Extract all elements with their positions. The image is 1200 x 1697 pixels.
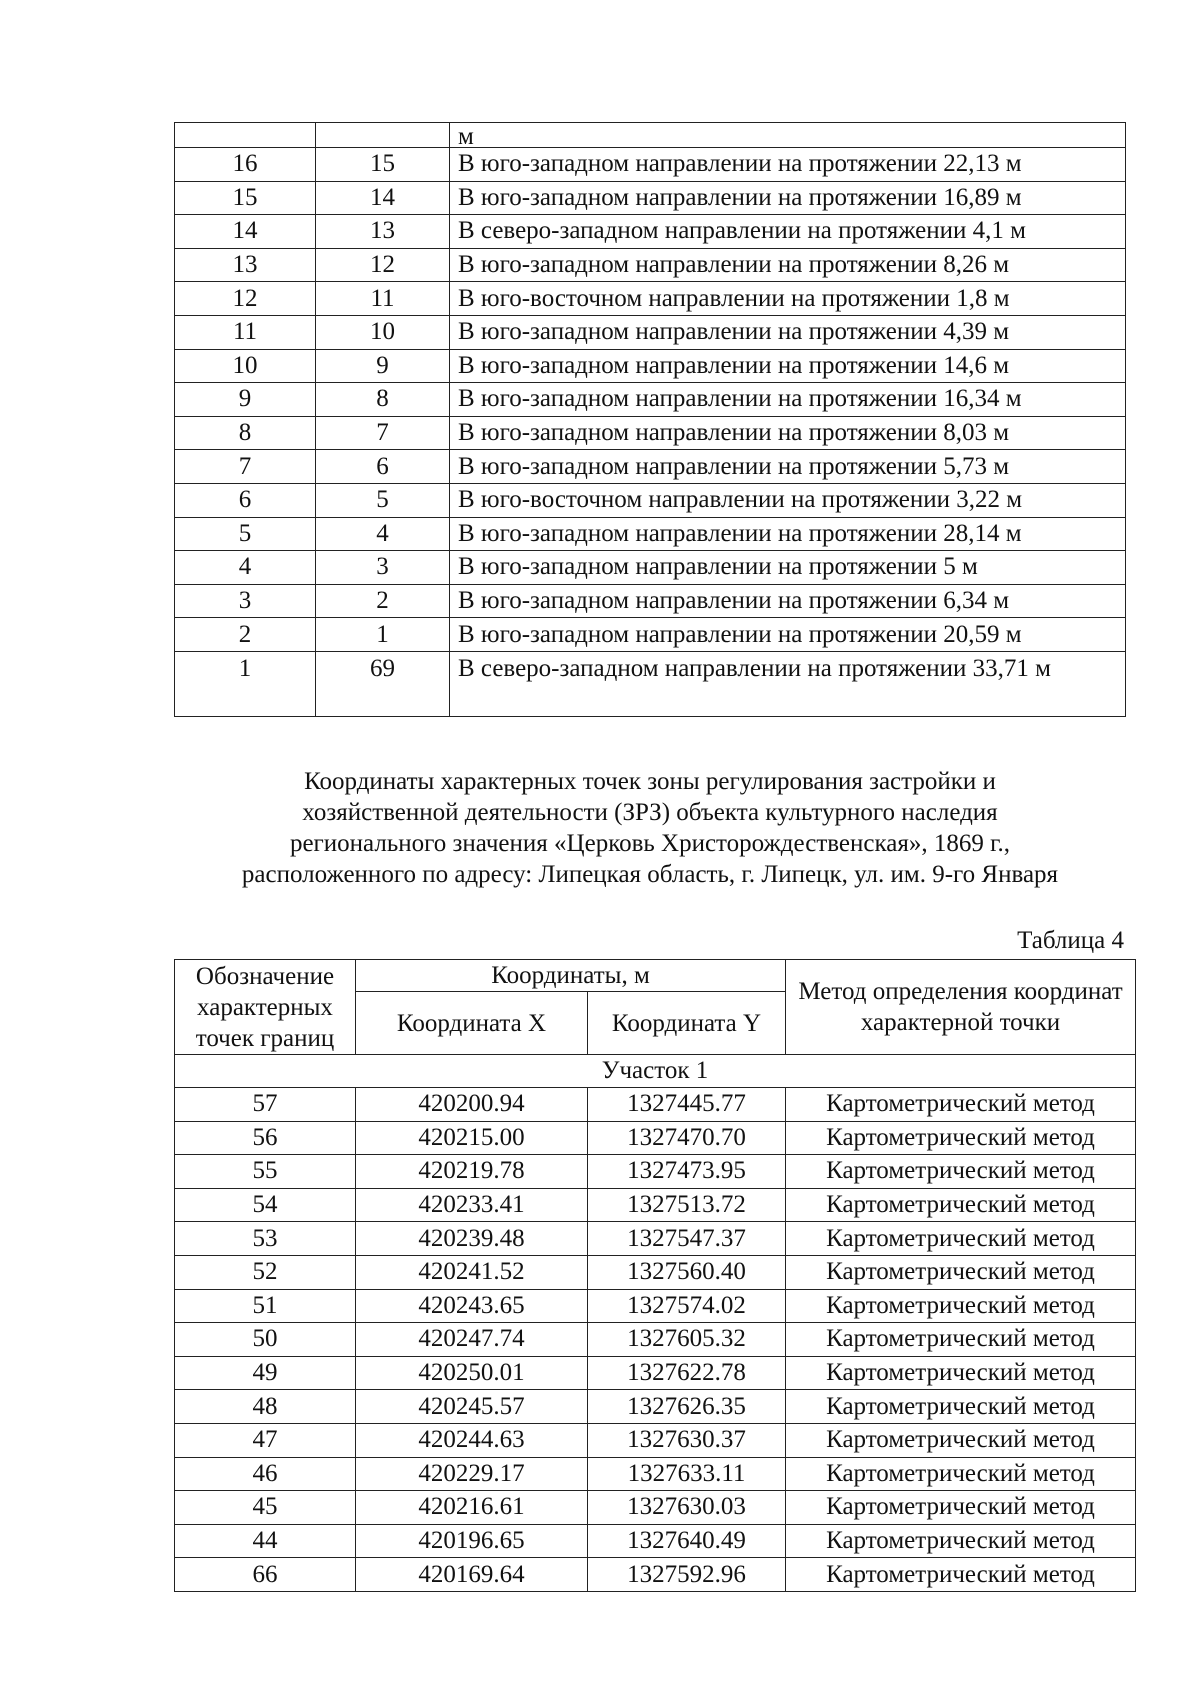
method-cell: Картометрический метод xyxy=(786,1155,1136,1189)
description-cell: В юго-западном направлении на протяжении 14,6 м xyxy=(450,349,1126,383)
table-row xyxy=(175,1457,1136,1491)
point-cell: 49 xyxy=(175,1356,356,1390)
from-point-cell: 10 xyxy=(175,349,316,383)
section-heading xyxy=(174,766,1126,890)
description-cell: В юго-западном направлении на протяжении 16,34 м xyxy=(450,383,1126,417)
table-caption: Таблица 4 xyxy=(1017,927,1124,954)
table-row xyxy=(175,483,1126,517)
to-point-cell: 6 xyxy=(316,450,450,484)
y-cell: 1327560.40 xyxy=(588,1255,786,1289)
to-point-cell: 2 xyxy=(316,584,450,618)
table-row xyxy=(175,1491,1136,1525)
header-row xyxy=(175,960,1136,992)
table-row xyxy=(175,1356,1136,1390)
to-point-cell: 9 xyxy=(316,349,450,383)
point-cell: 66 xyxy=(175,1558,356,1592)
heading-line: хозяйственной деятельности (ЗРЗ) объекта культурного наследия xyxy=(302,799,998,826)
table-row xyxy=(175,1423,1136,1457)
y-cell: 1327513.72 xyxy=(588,1188,786,1222)
to-point-cell: 69 xyxy=(316,651,450,716)
coordinates-table xyxy=(174,959,1136,1592)
y-cell: 1327630.03 xyxy=(588,1491,786,1525)
from-point-cell: 8 xyxy=(175,416,316,450)
table-row xyxy=(175,148,1126,182)
x-cell: 420244.63 xyxy=(356,1423,588,1457)
to-point-cell: 10 xyxy=(316,315,450,349)
description-cell: В юго-западном направлении на протяжении 22,13 м xyxy=(450,148,1126,182)
method-cell: Картометрический метод xyxy=(786,1323,1136,1357)
coords-header: Координаты, м xyxy=(356,960,786,992)
table-row xyxy=(175,1088,1136,1122)
x-cell: 420233.41 xyxy=(356,1188,588,1222)
y-cell: 1327547.37 xyxy=(588,1222,786,1256)
table-row xyxy=(175,1390,1136,1424)
description-cell: В юго-западном направлении на протяжении 16,89 м xyxy=(450,181,1126,215)
from-point-cell: 13 xyxy=(175,248,316,282)
point-cell: 52 xyxy=(175,1255,356,1289)
from-point-cell: 3 xyxy=(175,584,316,618)
x-cell: 420241.52 xyxy=(356,1255,588,1289)
to-point-cell: 7 xyxy=(316,416,450,450)
x-cell: 420243.65 xyxy=(356,1289,588,1323)
from-point-cell: 6 xyxy=(175,483,316,517)
table-row xyxy=(175,618,1126,652)
table-row xyxy=(175,383,1126,417)
method-cell: Картометрический метод xyxy=(786,1255,1136,1289)
table-row xyxy=(175,450,1126,484)
table-row xyxy=(175,181,1126,215)
point-cell: 57 xyxy=(175,1088,356,1122)
description-cell: В юго-западном направлении на протяжении 8,03 м xyxy=(450,416,1126,450)
point-cell: 51 xyxy=(175,1289,356,1323)
point-cell: 50 xyxy=(175,1323,356,1357)
description-cell: В юго-западном направлении на протяжении 20,59 м xyxy=(450,618,1126,652)
table-row xyxy=(175,416,1126,450)
from-point-cell: 4 xyxy=(175,551,316,585)
description-cell: В юго-западном направлении на протяжении 5,73 м xyxy=(450,450,1126,484)
y-cell: 1327605.32 xyxy=(588,1323,786,1357)
to-point-cell: 12 xyxy=(316,248,450,282)
x-cell: 420245.57 xyxy=(356,1390,588,1424)
point-cell: 54 xyxy=(175,1188,356,1222)
table-row xyxy=(175,248,1126,282)
method-cell: Картометрический метод xyxy=(786,1356,1136,1390)
x-cell: 420216.61 xyxy=(356,1491,588,1525)
from-point-cell: 5 xyxy=(175,517,316,551)
x-cell: 420200.94 xyxy=(356,1088,588,1122)
table-row xyxy=(175,1188,1136,1222)
coord-y-header: Координата Y xyxy=(588,992,786,1055)
table-row xyxy=(175,315,1126,349)
x-cell: 420219.78 xyxy=(356,1155,588,1189)
method-cell: Картометрический метод xyxy=(786,1289,1136,1323)
description-cell: В юго-западном направлении на протяжении 4,39 м xyxy=(450,315,1126,349)
point-cell: 48 xyxy=(175,1390,356,1424)
from-point-cell: 9 xyxy=(175,383,316,417)
description-cell: В юго-западном направлении на протяжении 5 м xyxy=(450,551,1126,585)
y-cell: 1327470.70 xyxy=(588,1121,786,1155)
designation-header: Обозначение характерных точек границ xyxy=(175,960,356,1055)
method-cell: Картометрический метод xyxy=(786,1524,1136,1558)
method-header: Метод определения координат характерной точки xyxy=(786,960,1136,1055)
table-row xyxy=(175,651,1126,716)
section-label: Участок 1 xyxy=(175,1055,1136,1088)
heading-line: Координаты характерных точек зоны регулирования застройки и xyxy=(304,768,996,795)
segments-table xyxy=(174,122,1126,717)
table-row xyxy=(175,215,1126,249)
table-row xyxy=(175,551,1126,585)
x-cell: 420196.65 xyxy=(356,1524,588,1558)
method-cell: Картометрический метод xyxy=(786,1390,1136,1424)
heading-line: регионального значения «Церковь Христорождественская», 1869 г., xyxy=(289,830,1011,857)
from-point-cell: 12 xyxy=(175,282,316,316)
y-cell: 1327626.35 xyxy=(588,1390,786,1424)
point-cell: 47 xyxy=(175,1423,356,1457)
from-point-cell: 15 xyxy=(175,181,316,215)
y-cell: 1327640.49 xyxy=(588,1524,786,1558)
to-point-cell: 4 xyxy=(316,517,450,551)
to-point-cell: 5 xyxy=(316,483,450,517)
point-cell: 44 xyxy=(175,1524,356,1558)
description-cell: В юго-восточном направлении на протяжении 3,22 м xyxy=(450,483,1126,517)
method-cell: Картометрический метод xyxy=(786,1121,1136,1155)
section-row xyxy=(175,1055,1136,1088)
to-point-cell: 3 xyxy=(316,551,450,585)
table-row xyxy=(175,1155,1136,1189)
to-point-cell: 1 xyxy=(316,618,450,652)
table-row xyxy=(175,517,1126,551)
from-point-cell: 1 xyxy=(175,651,316,716)
method-cell: Картометрический метод xyxy=(786,1457,1136,1491)
method-cell: Картометрический метод xyxy=(786,1491,1136,1525)
description-cell: В юго-западном направлении на протяжении 6,34 м xyxy=(450,584,1126,618)
from-point-cell: 2 xyxy=(175,618,316,652)
description-cell: м xyxy=(450,123,1126,148)
table-row xyxy=(175,584,1126,618)
from-point-cell: 11 xyxy=(175,315,316,349)
method-cell: Картометрический метод xyxy=(786,1088,1136,1122)
description-cell: В юго-западном направлении на протяжении 28,14 м xyxy=(450,517,1126,551)
method-cell: Картометрический метод xyxy=(786,1558,1136,1592)
table-row xyxy=(175,1524,1136,1558)
y-cell: 1327633.11 xyxy=(588,1457,786,1491)
description-cell: В юго-восточном направлении на протяжении 1,8 м xyxy=(450,282,1126,316)
description-cell: В северо-западном направлении на протяжении 4,1 м xyxy=(450,215,1126,249)
coord-x-header: Координата X xyxy=(356,992,588,1055)
table-row xyxy=(175,349,1126,383)
table-row xyxy=(175,1289,1136,1323)
x-cell: 420229.17 xyxy=(356,1457,588,1491)
description-cell: В северо-западном направлении на протяжении 33,71 м xyxy=(450,651,1126,716)
to-point-cell: 14 xyxy=(316,181,450,215)
point-cell: 53 xyxy=(175,1222,356,1256)
method-cell: Картометрический метод xyxy=(786,1423,1136,1457)
method-cell: Картометрический метод xyxy=(786,1188,1136,1222)
x-cell: 420215.00 xyxy=(356,1121,588,1155)
table-row xyxy=(175,123,1126,148)
x-cell: 420250.01 xyxy=(356,1356,588,1390)
to-point-cell: 13 xyxy=(316,215,450,249)
y-cell: 1327445.77 xyxy=(588,1088,786,1122)
y-cell: 1327622.78 xyxy=(588,1356,786,1390)
table-row xyxy=(175,1558,1136,1592)
heading-line: расположенного по адресу: Липецкая область, г. Липецк, ул. им. 9-го Января xyxy=(241,861,1059,888)
description-cell: В юго-западном направлении на протяжении 8,26 м xyxy=(450,248,1126,282)
y-cell: 1327574.02 xyxy=(588,1289,786,1323)
from-point-cell: 16 xyxy=(175,148,316,182)
to-point-cell: 15 xyxy=(316,148,450,182)
point-cell: 46 xyxy=(175,1457,356,1491)
x-cell: 420239.48 xyxy=(356,1222,588,1256)
y-cell: 1327592.96 xyxy=(588,1558,786,1592)
table-row xyxy=(175,1323,1136,1357)
from-point-cell: 7 xyxy=(175,450,316,484)
point-cell: 45 xyxy=(175,1491,356,1525)
from-point-cell xyxy=(175,123,316,148)
y-cell: 1327473.95 xyxy=(588,1155,786,1189)
to-point-cell xyxy=(316,123,450,148)
point-cell: 56 xyxy=(175,1121,356,1155)
to-point-cell: 11 xyxy=(316,282,450,316)
x-cell: 420247.74 xyxy=(356,1323,588,1357)
table-row xyxy=(175,1222,1136,1256)
table-row xyxy=(175,1121,1136,1155)
method-cell: Картометрический метод xyxy=(786,1222,1136,1256)
to-point-cell: 8 xyxy=(316,383,450,417)
y-cell: 1327630.37 xyxy=(588,1423,786,1457)
from-point-cell: 14 xyxy=(175,215,316,249)
table-row xyxy=(175,282,1126,316)
point-cell: 55 xyxy=(175,1155,356,1189)
table-row xyxy=(175,1255,1136,1289)
x-cell: 420169.64 xyxy=(356,1558,588,1592)
